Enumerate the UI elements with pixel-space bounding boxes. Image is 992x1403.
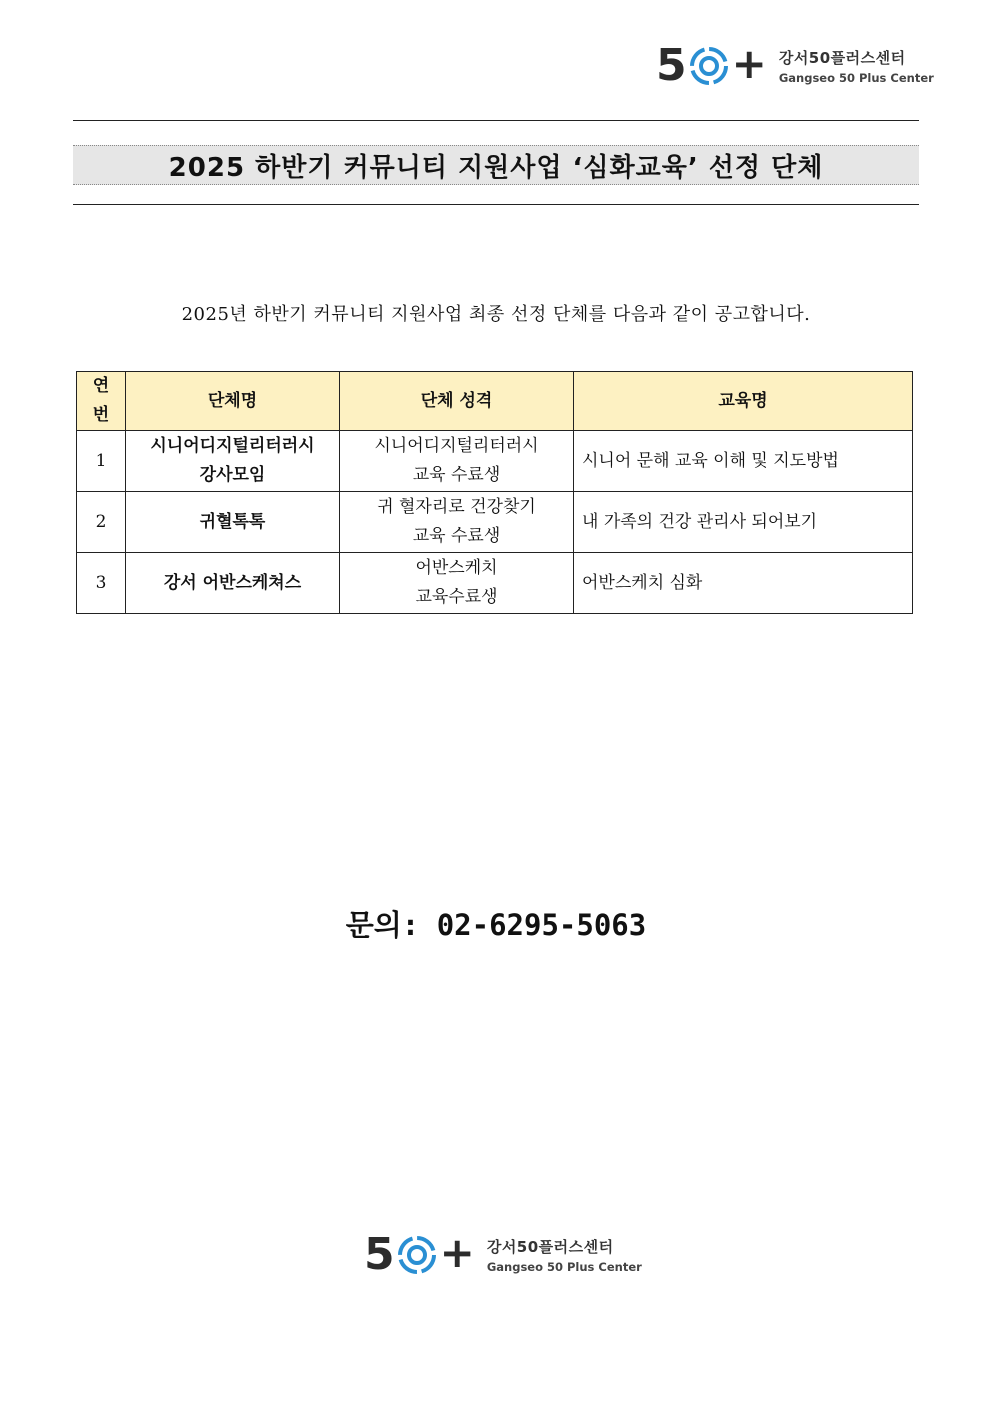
row-name (126, 492, 340, 553)
page-title: 2025 하반기 커뮤니티 지원사업 ‘심화교육’ 선정 단체 (168, 152, 824, 183)
row-name-line2: 강사모임 (199, 465, 266, 485)
row-no: 2 (77, 492, 126, 553)
row-name-line1: 귀혈톡톡 (199, 511, 266, 532)
row-education: 시니어 문해 교육 이해 및 지도방법 (574, 431, 913, 492)
logo-five: 5 (364, 1229, 395, 1280)
intro-text: 2025년 하반기 커뮤니티 지원사업 최종 선정 단체를 다음과 같이 공고합니다. (181, 304, 811, 325)
table-row (77, 431, 913, 492)
row-no: 1 (77, 431, 126, 492)
row-type-line1: 어반스케치 (415, 558, 498, 578)
logo-mark (656, 39, 767, 91)
header-logo (656, 39, 934, 91)
header-name: 단체명 (126, 372, 340, 431)
row-education: 어반스케치 심화 (574, 553, 913, 614)
footer-logo (364, 1228, 642, 1280)
row-education: 내 가족의 건강 관리사 되어보기 (574, 492, 913, 553)
header-type: 단체 성격 (340, 372, 574, 431)
title-bottom-rule (73, 204, 919, 205)
selection-table (76, 371, 913, 614)
header-no-line2: 번 (92, 405, 110, 425)
table-row (77, 553, 913, 614)
row-type (340, 492, 574, 553)
logo-name-en: Gangseo 50 Plus Center (486, 1260, 642, 1274)
row-name (126, 553, 340, 614)
row-type-line1: 시니어디지털리터러시 (374, 436, 539, 456)
row-type (340, 553, 574, 614)
row-type (340, 431, 574, 492)
logo-plus: + (731, 39, 767, 88)
logo-mark (364, 1228, 475, 1280)
logo-plus: + (439, 1228, 475, 1277)
logo-ring-icon (396, 1234, 438, 1276)
logo-ring-icon (688, 45, 730, 87)
logo-name-en: Gangseo 50 Plus Center (778, 71, 934, 85)
row-no: 3 (77, 553, 126, 614)
row-type-line2: 교육 수료생 (412, 465, 501, 485)
row-name-line1: 시니어디지털리터러시 (150, 436, 315, 456)
row-type-line2: 교육수료생 (415, 587, 498, 607)
row-name-line1: 강서 어반스케쳐스 (163, 572, 302, 593)
contact-info: 문의: 02-6295-5063 (345, 908, 647, 942)
row-name (126, 431, 340, 492)
logo-name-ko: 강서50플러스센터 (486, 1238, 614, 1256)
header-no-line1: 연 (92, 376, 110, 396)
table-header-row (77, 372, 913, 431)
logo-name-ko: 강서50플러스센터 (778, 49, 906, 67)
logo-five: 5 (656, 40, 687, 91)
row-type-line1: 귀 혈자리로 건강찾기 (377, 497, 536, 517)
header-education: 교육명 (574, 372, 913, 431)
table-row (77, 492, 913, 553)
row-type-line2: 교육 수료생 (412, 526, 501, 546)
top-rule (73, 120, 919, 121)
header-no (77, 372, 126, 431)
title-box (73, 145, 919, 185)
